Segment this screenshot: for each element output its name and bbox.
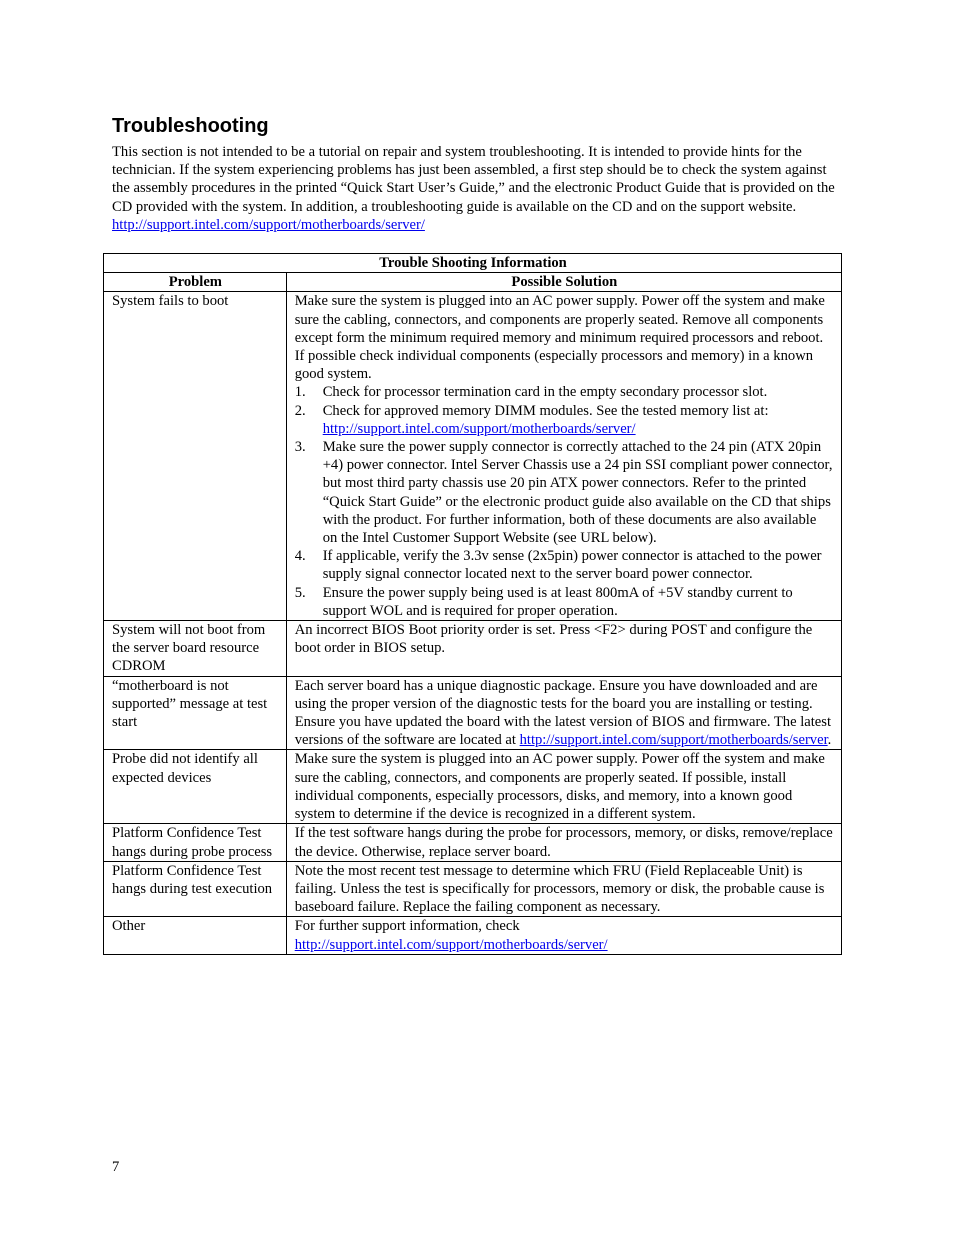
solution-cell: [286, 676, 841, 750]
solution-cell: If the test software hangs during the probe for processors, memory, or disks, remove/replace the device. Otherwise, replace server board.: [286, 824, 841, 861]
column-header-problem: Problem: [104, 273, 287, 292]
step-number: 3.: [294, 439, 306, 456]
page-title: Troubleshooting: [112, 115, 269, 137]
solution-text: For further support information, check: [294, 918, 520, 935]
table-row: [104, 917, 842, 954]
list-item: [295, 383, 834, 401]
table-header-row: [104, 273, 842, 292]
intro-support-link[interactable]: http://support.intel.com/support/motherboards/server/: [112, 216, 425, 233]
problem-cell: Platform Confidence Test hangs during probe process: [104, 824, 287, 861]
solution-cell: Note the most recent test message to determine which FRU (Field Replaceable Unit) is failing. Unless the test is specifically for processors, memory or disk, the probable cause is baseboard failure. Replace the failing component as necessary.: [286, 861, 841, 917]
list-item: [295, 402, 834, 438]
table-row: [104, 621, 842, 677]
solution-text: Make sure the system is plugged into an AC power supply. Power off the system and make sure the cabling, connectors, and components are properly seated. Remove all components except form the minimum required memory and minimum required processors and reboot. If possible check individual components (especially processors and memory) in a known good system.: [294, 293, 825, 383]
column-header-solution: Possible Solution: [286, 273, 841, 292]
table-title-row: [104, 254, 842, 273]
solution-cell: [286, 917, 841, 954]
table-row: [104, 750, 842, 824]
solution-cell: Make sure the system is plugged into an AC power supply. Power off the system and make sure the cabling, connectors, and components are properly seated. If possible, install individual components, especially processors, disks, and memory, into a known good system to determine if the device is recognized in a different system.: [286, 750, 841, 824]
page-number: 7: [112, 1159, 120, 1175]
solution-steps: [295, 383, 834, 620]
further-support-link[interactable]: http://support.intel.com/support/motherboards/server/: [294, 936, 608, 953]
problem-cell: Platform Confidence Test hangs during test execution: [104, 861, 287, 917]
problem-cell: Other: [104, 917, 287, 954]
problem-cell: Probe did not identify all expected devices: [104, 750, 287, 824]
memory-list-link[interactable]: http://support.intel.com/support/motherboards/server/: [322, 420, 636, 437]
solution-text: Each server board has a unique diagnostic package. Ensure you have downloaded and are using the proper version of the diagnostic tests for the board you are installing or testing. Ensure you have updated the board with the latest version of BIOS and firmware. The latest versions of the software are located at: [294, 677, 831, 749]
solution-cell: [286, 621, 841, 677]
step-text: If applicable, verify the 3.3v sense (2x5pin) power connector is attached to the power supply signal connector located next to the server board power connector.: [322, 548, 822, 583]
solution-text: An incorrect BIOS Boot priority order is set. Press <F2> during POST and configure the boot order in BIOS setup.: [294, 622, 813, 657]
software-download-link[interactable]: http://support.intel.com/support/motherboards/server: [519, 732, 828, 749]
list-item: [295, 438, 834, 547]
solution-cell: [286, 292, 841, 621]
intro-paragraph: [112, 143, 842, 234]
step-number: 5.: [294, 584, 306, 601]
step-number: 2.: [294, 402, 306, 419]
table-row: [104, 292, 842, 621]
step-text: Check for processor termination card in the empty secondary processor slot.: [322, 384, 768, 401]
step-text: Check for approved memory DIMM modules. See the tested memory list at:: [322, 402, 769, 419]
step-number: 1.: [294, 384, 306, 401]
trouble-shooting-table: [103, 253, 842, 955]
step-number: 4.: [294, 548, 306, 565]
solution-text-end: .: [827, 732, 832, 749]
table-row: [104, 861, 842, 917]
step-text: Make sure the power supply connector is correctly attached to the 24 pin (ATX 20pin +4) power connector. Intel Server Chassis use a 24 pin SSI compliant power connector, but most third party chassis use 20 pin ATX power connectors. Refer to the printed “Quick Start Guide” or the electronic product guide also available on the CD that ships with the product. For further information, both of these documents are also available on the Intel Customer Support Website (see URL below).: [322, 439, 833, 547]
problem-cell: System will not boot from the server board resource CDROM: [104, 621, 287, 677]
intro-text: This section is not intended to be a tutorial on repair and system troubleshooting. It is intended to provide hints for the technician. If the system experiencing problems has just been assembled, a first step should be to check the system against the assembly procedures in the printed “Quick Start User’s Guide,” and the electronic Product Guide that is provided on the CD provided with the system. In addition, a troubleshooting guide is available on the CD and on the support website.: [112, 144, 835, 215]
list-item: [295, 584, 834, 620]
problem-cell: “motherboard is not supported” message at test start: [104, 676, 287, 750]
table-row: [104, 824, 842, 861]
table-title: Trouble Shooting Information: [104, 254, 842, 273]
step-text: Ensure the power supply being used is at least 800mA of +5V standby current to support WOL and is required for proper operation.: [322, 584, 793, 619]
table-row: [104, 676, 842, 750]
list-item: [295, 547, 834, 583]
problem-cell: System fails to boot: [104, 292, 287, 621]
